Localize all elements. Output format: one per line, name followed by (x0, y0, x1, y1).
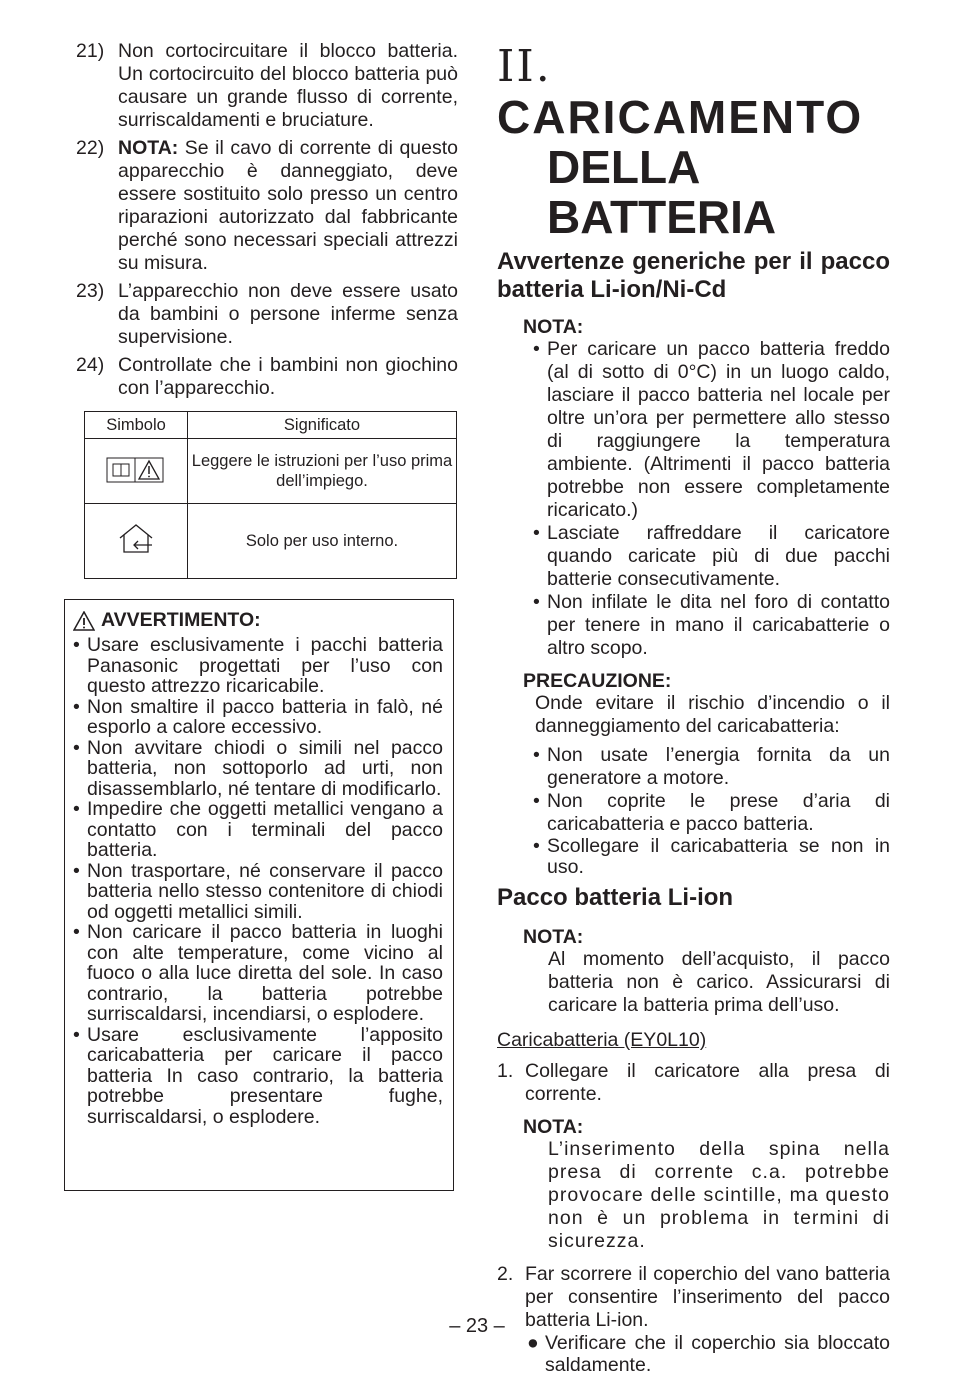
list-item: • Scollegare il caricabatteria se non in uso. (533, 835, 890, 878)
table-header-meaning: Significato (188, 412, 457, 439)
page-number: – 23 – (449, 1315, 505, 1337)
warning-title: AVVERTIMENTO: (101, 609, 261, 631)
list-item: • Usare esclusivamente l’apposito caricabatteria per caricare il pacco batteria In caso contrario, la batteria potrebbe presentare fughe, surriscaldarsi, o esplodere. (73, 1023, 443, 1128)
nota-label: NOTA: (523, 926, 584, 948)
subsection-title: Avvertenze generiche per il pacco batteria Li-ion/Ni-Cd (497, 248, 890, 303)
list-item: 22) NOTA: Se il cavo di corrente di questo apparecchio è danneggiato, deve essere sostituito solo presso un centro riparazioni autorizzato dal fabbricante perché sono necessari speciali attrezzi su misura. (76, 137, 458, 274)
nota-bold: NOTA: (118, 137, 179, 159)
nota-label: NOTA: (523, 316, 584, 338)
precauzione-label: PRECAUZIONE: (523, 670, 672, 692)
list-item: • Usare esclusivamente i pacchi batteria Panasonic progettati per l’uso con questo attrezzo ricaricabile. (73, 634, 443, 697)
list-item: • Non usate l’energia fornita da un generatore a motore. (533, 744, 890, 789)
charger-model-label: Caricabatteria (EY0L10) (497, 1029, 707, 1051)
list-item: • Per caricare un pacco batteria freddo (al di sotto di 0°C) in un luogo caldo, lasciare il pacco batteria nel locale per oltre un’ora per permettere allo stesso di raggiungere la temperatura ambiente. (Altrimenti il pacco batteria potrebbe non essere completamente ricaricato.) (533, 338, 890, 521)
book-warning-icon (105, 454, 167, 484)
list-item: • Non avvitare chiodi o simili nel pacco batteria, non sottoporlo ad urti, non disassemblarlo, né tentare di modificarlo. (73, 736, 443, 800)
list-item: • Lasciate raffreddare il caricatore quando caricate più di due pacchi batterie consecutivamente. (533, 522, 890, 590)
list-item: • Non coprite le prese d’aria di caricabatteria e pacco batteria. (533, 790, 890, 835)
list-item: 24) Controllate che i bambini non giochino con l’apparecchio. (76, 354, 458, 399)
nota-label: NOTA: (523, 1116, 584, 1138)
list-item: • Non caricare il pacco batteria in luoghi con alte temperature, come vicino al fuoco o alla luce diretta del sole. In caso contrario, la batteria potrebbe surriscaldarsi, incendiarsi, o esplodere. (73, 921, 443, 1025)
nota-text: L’inserimento della spina nella presa di corrente c.a. potrebbe provocare delle scintille, ma questo non è un problema in termini di sicurezza. (548, 1138, 890, 1252)
warning-box (64, 599, 454, 1191)
step-item: 2. Far scorrere il coperchio del vano batteria per consentire l’inserimento del pacco batteria Li-ion. (497, 1263, 890, 1331)
left-column (73, 40, 458, 1191)
indoor-house-icon (116, 522, 156, 556)
table-row: Leggere le istruzioni per l’uso prima dell’impiego. (85, 439, 457, 504)
table-header-symbol: Simbolo (85, 412, 188, 439)
warning-triangle-icon (73, 611, 95, 631)
step-item: 1. Collegare il caricatore alla presa di corrente. (497, 1060, 890, 1105)
list-item: 21) Non cortocircuitare il blocco batteria. Un cortocircuito del blocco batteria può causare un grande flusso di corrente, surriscaldamenti e bruciature. (76, 40, 458, 131)
table-row: Solo per uso interno. (85, 504, 457, 579)
section-title: II. CARICAMENTO DELLA BATTERIA (497, 41, 864, 243)
subsection-title: Pacco batteria Li-ion (497, 884, 734, 911)
right-column (497, 40, 890, 1376)
list-item: ● Verificare che il coperchio sia bloccato saldamente. (527, 1332, 890, 1376)
list-item: • Impedire che oggetti metallici vengano a contatto con i terminali del pacco batteria. (73, 798, 443, 861)
list-item: • Non trasportare, né conservare il pacco batteria nello stesso contenitore di chiodi od oggetti metallici simili. (73, 859, 443, 923)
nota-text: Al momento dell’acquisto, il pacco batteria non è carico. Assicurarsi di caricare la batteria prima dell’uso. (548, 948, 890, 1016)
symbol-table (84, 411, 457, 579)
list-item: • Non infilate le dita nel foro di contatto per tenere in mano il caricabatterie o altro scopo. (533, 591, 890, 659)
list-item: • Non smaltire il pacco batteria in falò, né esporlo a calore eccessivo. (73, 695, 443, 738)
precauzione-text: Onde evitare il rischio d’incendio o il danneggiamento del caricabatteria: (535, 692, 890, 737)
list-item: 23) L’apparecchio non deve essere usato da bambini o persone inferme senza supervisione. (76, 280, 458, 348)
